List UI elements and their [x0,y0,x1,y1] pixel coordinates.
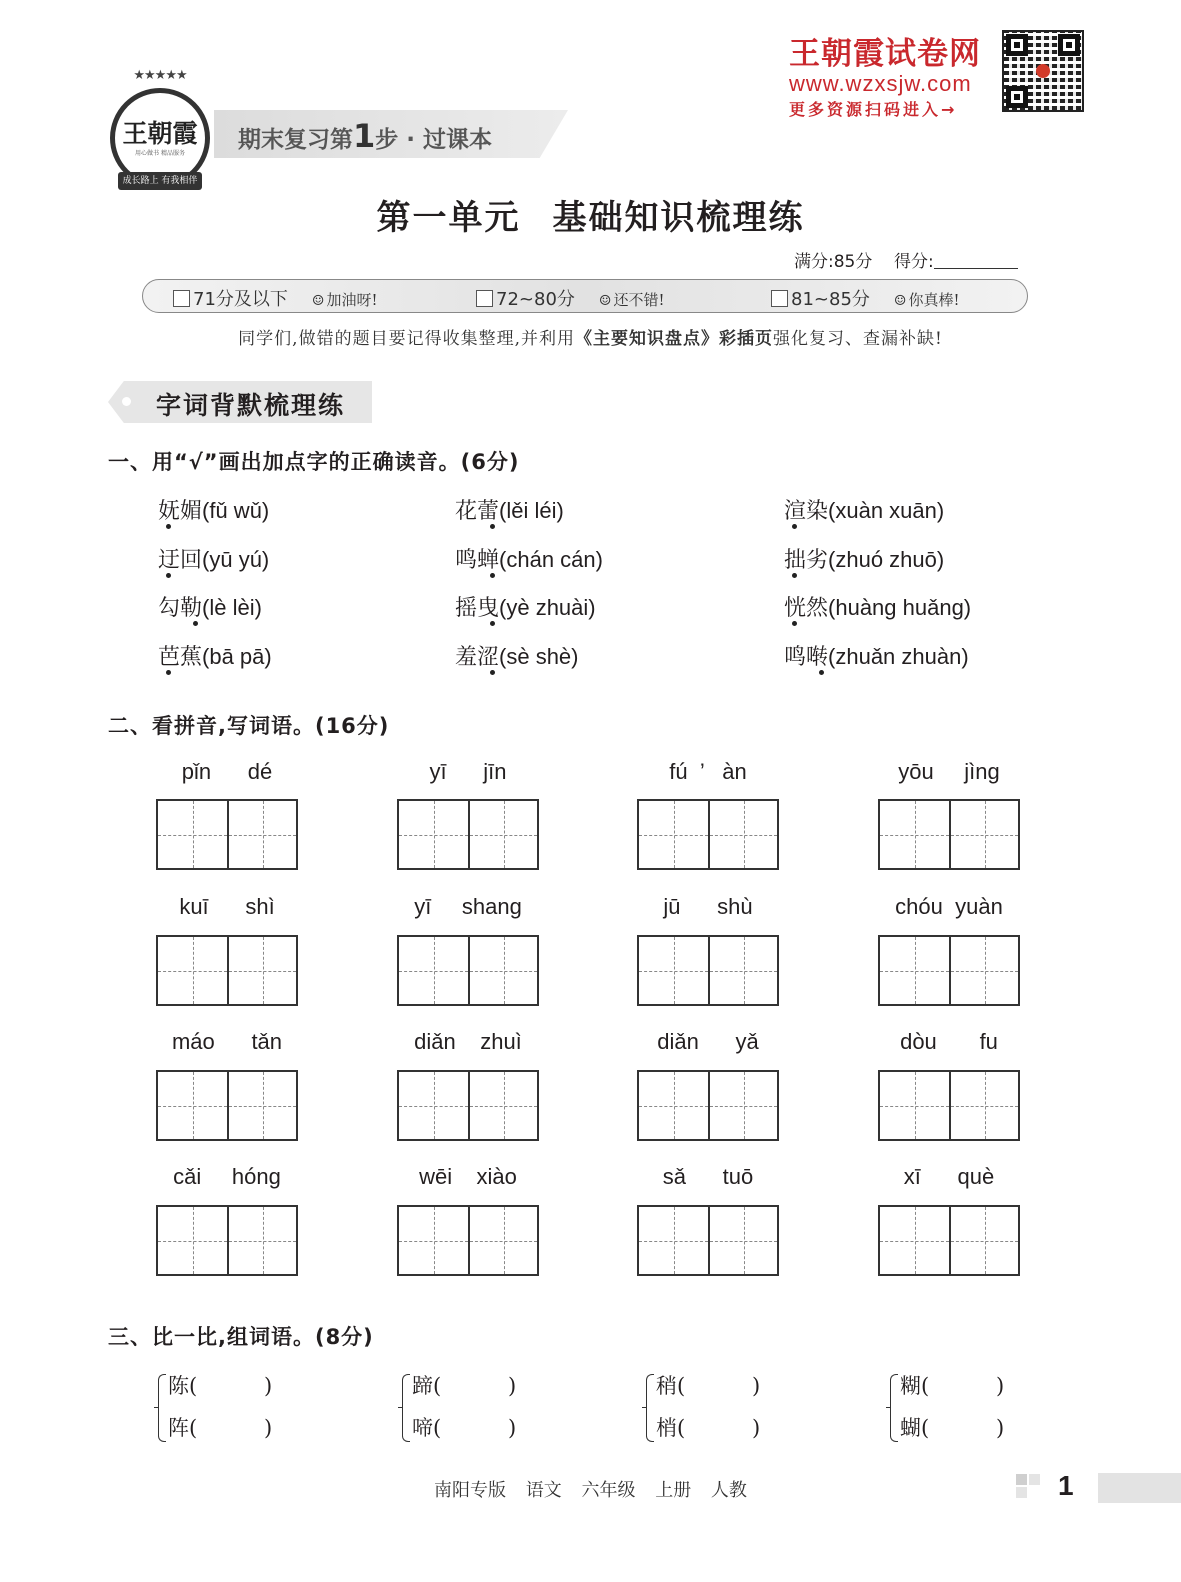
pinyin-label: chóu yuàn [895,894,1003,919]
grid-cell[interactable] [880,937,949,1004]
grid-cell[interactable] [639,1072,708,1139]
qr-finder [1006,86,1028,108]
brace-icon [402,1374,410,1442]
grade-comment: 你真棒! [908,291,960,309]
qr-finder [1058,34,1080,56]
q1-heading: 一、用“√”画出加点字的正确读音。(6分) [108,450,520,474]
emphasis-dot [166,524,171,529]
grade-checkbox[interactable] [771,290,788,307]
pinyin-label: sǎ tuō [662,1164,754,1189]
answer-grid[interactable] [878,935,1020,1006]
grid-cell[interactable] [639,801,708,868]
emphasis-dot [490,524,495,529]
reading-item[interactable] [158,543,269,574]
compare-item[interactable]: 陈( ) [168,1374,273,1398]
compare-item[interactable]: 糊( ) [900,1374,1005,1398]
reading-word: 鸣蝉 [455,548,500,573]
emphasis-dot [193,621,198,626]
reading-options: (huàng huǎng) [828,595,972,620]
reading-word: 勾勒 [158,596,203,621]
answer-grid[interactable] [156,1070,298,1141]
grid-cell[interactable] [949,1207,1018,1274]
compare-item[interactable]: 啼( ) [412,1416,517,1440]
reading-item[interactable] [455,591,596,622]
reading-item[interactable] [784,591,971,622]
reading-item[interactable] [784,494,944,525]
note-bold: 《主要知识盘点》彩插页 [574,329,773,349]
answer-grid[interactable] [637,1205,779,1276]
answer-grid[interactable] [878,1205,1020,1276]
compare-item[interactable]: 稍( ) [656,1374,761,1398]
grade-range: 71分及以下 [193,289,288,310]
page-corner-decoration [1016,1474,1046,1502]
emphasis-dot [490,573,495,578]
face-icon: ☺ [598,293,612,309]
reading-item[interactable] [455,640,579,671]
grid-cell[interactable] [949,937,1018,1004]
reading-options: (lěi léi) [499,498,564,523]
grid-cell[interactable] [227,1072,296,1139]
pinyin-label: wēi xiào [419,1164,517,1189]
topic-title: 基础知识梳理练 [552,198,805,238]
reading-word: 渲染 [784,499,829,524]
section-title: 字词背默梳理练 [156,391,346,420]
grid-cell[interactable] [639,1207,708,1274]
grid-cell[interactable] [227,937,296,1004]
answer-grid[interactable] [637,1070,779,1141]
reading-word: 恍然 [784,596,829,621]
reading-item[interactable] [455,494,564,525]
site-tip: 更多资源扫码进入→ [789,100,958,119]
pinyin-label: yī shang [414,894,522,919]
qr-code-icon[interactable] [1002,30,1084,112]
emphasis-dot [792,573,797,578]
reading-options: (yè zhuài) [499,595,596,620]
grid-cell[interactable] [158,801,227,868]
reading-item[interactable] [784,543,944,574]
grid-cell[interactable] [158,1207,227,1274]
answer-grid[interactable] [156,799,298,870]
face-icon: ☺ [311,293,325,309]
grade-bar [142,279,1028,313]
reading-options: (zhuǎn zhuàn) [828,644,969,669]
compare-pair [402,1370,538,1444]
grid-cell[interactable] [468,1072,537,1139]
reading-word: 羞涩 [455,645,500,670]
pinyin-label: dòu fu [900,1029,998,1054]
full-score: 满分:85分 [794,252,873,272]
reading-options: (bā pā) [202,644,272,669]
brace-icon [646,1374,654,1442]
answer-grid[interactable] [397,1205,539,1276]
score-label: 得分: [893,252,934,272]
face-icon: ☺ [893,293,907,309]
score-blank[interactable] [934,268,1018,269]
pinyin-label: máo tǎn [171,1029,283,1054]
logo-stars: ★★★★★ [133,68,187,83]
reading-word: 花蕾 [455,499,500,524]
grid-cell[interactable] [880,801,949,868]
compare-item[interactable]: 阵( ) [168,1416,273,1440]
site-url[interactable]: www.wzxsjw.com [789,71,972,96]
reading-options: (chán cán) [499,547,603,572]
reading-options: (sè shè) [499,644,579,669]
grid-cell[interactable] [880,1072,949,1139]
grid-cell[interactable] [639,937,708,1004]
grade-range: 81~85分 [791,289,870,310]
publisher-logo [106,68,214,192]
grid-cell[interactable] [708,801,777,868]
compare-pair [646,1370,782,1444]
step-number: 1 [353,117,376,155]
answer-grid[interactable] [637,935,779,1006]
emphasis-dot [792,621,797,626]
emphasis-dot [819,670,824,675]
score-line [794,247,1018,272]
reading-word: 迂回 [158,548,203,573]
pinyin-label: yī jīn [429,759,507,784]
reading-word: 摇曳 [455,596,500,621]
reading-options: (zhuó zhuō) [828,547,945,572]
logo-name: 王朝霞 [122,119,198,148]
answer-grid[interactable] [878,1070,1020,1141]
compare-pair [890,1370,1026,1444]
answer-grid[interactable] [156,1205,298,1276]
site-info [789,28,999,119]
page-tab [1098,1473,1181,1503]
reading-options: (fǔ wǔ) [202,498,270,523]
compare-item[interactable]: 梢( ) [656,1416,761,1440]
compare-pair [158,1370,294,1444]
note-post: 强化复习、查漏补缺! [772,329,943,349]
emphasis-dot [490,670,495,675]
site-name: 王朝霞试卷网 [789,36,981,72]
q2-heading: 二、看拼音,写词语。(16分) [108,714,390,738]
pinyin-label: kuī shì [179,894,275,919]
reading-options: (xuàn xuān) [828,498,945,523]
answer-grid[interactable] [397,935,539,1006]
reading-word: 拙劣 [784,548,829,573]
grid-cell[interactable] [399,1207,468,1274]
logo-ribbon: 成长路上 有我相伴 [118,172,202,190]
grade-checkbox[interactable] [476,290,493,307]
pinyin-label: jū shù [663,894,753,919]
step-suffix: 步 · 过课本 [375,127,493,153]
grid-cell[interactable] [708,1207,777,1274]
q3-heading: 三、比一比,组词语。(8分) [108,1325,374,1349]
page-number: 1 [1058,1470,1074,1501]
grid-cell[interactable] [227,1207,296,1274]
study-note [0,324,1181,349]
unit-title: 第一单元 [376,198,521,238]
note-pre: 同学们,做错的题目要记得收集整理,并利用 [238,329,575,349]
grid-cell[interactable] [949,801,1018,868]
reading-item[interactable] [158,591,262,622]
reading-item[interactable] [455,543,603,574]
page-title [0,190,1181,239]
reading-item[interactable] [784,640,969,671]
grid-cell[interactable] [468,801,537,868]
answer-grid[interactable] [156,935,298,1006]
book-info-footer: 南阳专版 语文 六年级 上册 人教 [434,1480,747,1501]
emphasis-dot [166,573,171,578]
reading-word: 妩媚 [158,499,203,524]
pinyin-label: diǎn zhuì [414,1029,522,1054]
qr-center-logo [1036,64,1050,78]
pinyin-label: diǎn yǎ [657,1029,759,1054]
reading-item[interactable] [158,640,272,671]
grade-checkbox[interactable] [173,290,190,307]
grid-cell[interactable] [468,937,537,1004]
answer-grid[interactable] [397,1070,539,1141]
reading-options: (lè lèi) [202,595,262,620]
pinyin-label: pǐn dé [181,759,273,784]
grid-cell[interactable] [949,1072,1018,1139]
compare-item[interactable]: 蹄( ) [412,1374,517,1398]
grid-cell[interactable] [158,1072,227,1139]
grid-cell[interactable] [399,1072,468,1139]
emphasis-dot [166,670,171,675]
grid-cell[interactable] [227,801,296,868]
step-label [238,117,492,155]
emphasis-dot [792,524,797,529]
grade-comment: 加油呀! [326,291,378,309]
pinyin-label: cǎi hóng [173,1164,281,1189]
reading-item[interactable] [158,494,269,525]
grid-cell[interactable] [880,1207,949,1274]
reading-word: 鸣啭 [784,645,829,670]
reading-options: (yū yú) [202,547,270,572]
grade-range: 72~80分 [496,289,575,310]
grid-cell[interactable] [399,801,468,868]
grade-comment: 还不错! [613,291,665,309]
grid-cell[interactable] [158,937,227,1004]
grade-mid [476,285,664,311]
pinyin-label: xī què [903,1164,995,1189]
reading-word: 芭蕉 [158,645,203,670]
qr-finder [1006,34,1028,56]
compare-item[interactable]: 蝴( ) [900,1416,1005,1440]
step-prefix: 期末复习第 [238,127,353,153]
emphasis-dot [490,621,495,626]
grade-high [771,285,959,311]
brace-icon [890,1374,898,1442]
answer-grid[interactable] [878,799,1020,870]
answer-grid[interactable] [397,799,539,870]
grid-cell[interactable] [468,1207,537,1274]
grid-cell[interactable] [708,937,777,1004]
grid-cell[interactable] [399,937,468,1004]
answer-grid[interactable] [637,799,779,870]
grid-cell[interactable] [708,1072,777,1139]
grade-low [173,285,378,311]
brace-icon [158,1374,166,1442]
logo-subtitle: 用心做书 精品服务 [135,150,185,157]
pinyin-label: fú ’ àn [669,759,747,784]
pinyin-label: yōu jìng [898,759,1000,784]
